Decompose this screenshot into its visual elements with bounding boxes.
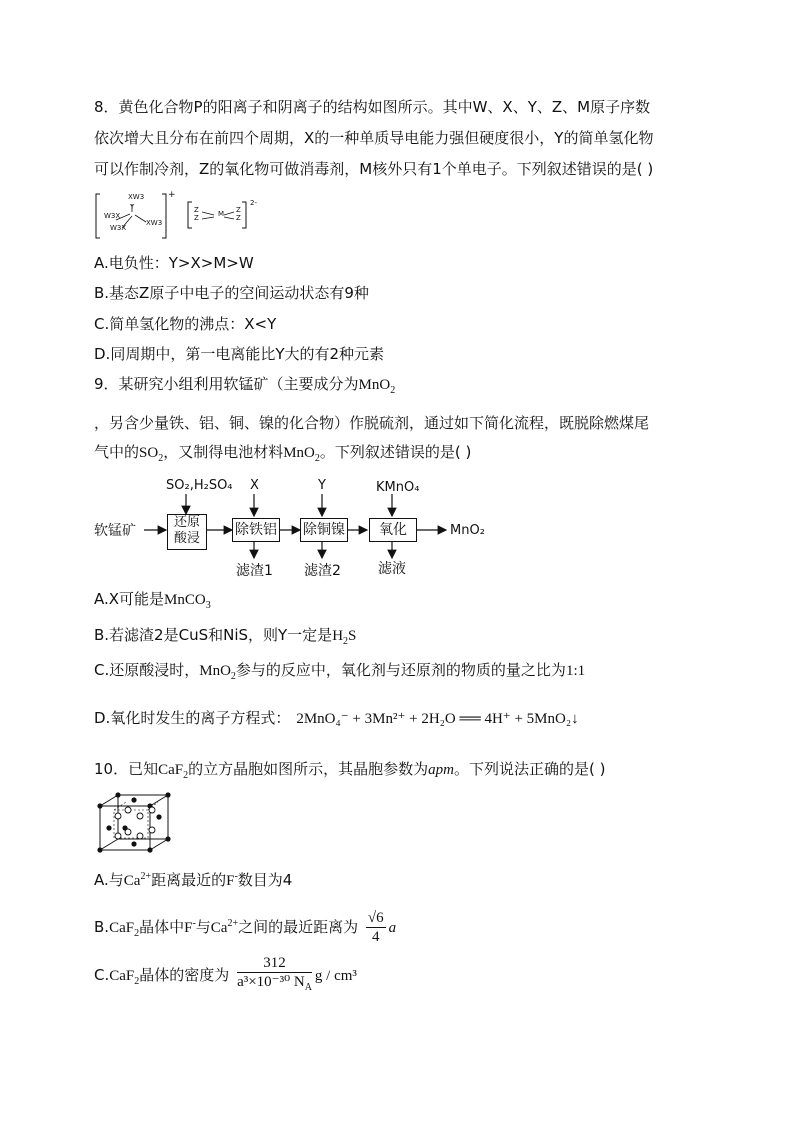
q10-option-a: A.与$Ca^{2+}$距离最近的F-数目为4 — [94, 871, 293, 889]
flow-end: MnO₂ — [450, 523, 485, 538]
q9-option-b: B.若滤渣2是CuS和NiS，则Y一定是$H_2S$ — [94, 626, 357, 647]
flow-in2: X — [250, 478, 259, 493]
q9-option-d: D.氧化时发生的离子方程式： 2MnO₄⁻ + 3Mn²⁺ + 2H₂O ══ 4H⁺ + 5MnO₂↓ — [94, 709, 579, 727]
q10-option-c: C.CaF$_2$晶体的密度为 $\frac{312}{a^3\times 10^{-30} N_A}$ g / cm³ — [94, 954, 357, 1002]
q9-stem-line1 — [94, 373, 395, 402]
q8-stem-line2: 依次增大且分布在前四个周期，X的一种单质导电能力强但硬度很小，Y的简单氢化物 — [94, 129, 654, 147]
flow-box-remove-fe-al: 除铁铝 — [232, 518, 280, 542]
flow-box-oxidize: 氧化 — [369, 518, 417, 542]
q10-c-fraction: $\frac{312}{a^3\times 10^{-30} N_A}$ — [237, 955, 312, 993]
flow-in4: KMnO₄ — [376, 480, 420, 495]
cation-left2: W3X — [110, 224, 127, 232]
q8-option-d: D.同周期中，第一电离能比Y大的有2种元素 — [94, 345, 385, 363]
q9-mno2: MnO$_2$ — [358, 377, 396, 396]
anion-charge: 2- — [250, 199, 257, 207]
q10-option-b: B.CaF$_2$晶体中F-与$Ca^{2+}$之间的最近距离为 $\frac{√6}{4}$ a — [94, 910, 397, 945]
q8-option-b: B.基态Z原子中电子的空间运动状态有9种 — [94, 284, 369, 302]
q9-line1-text: 9．某研究小组利用软锰矿（主要成分为 — [94, 375, 359, 393]
cation-top: XW3 — [128, 193, 145, 201]
flow-start: 软锰矿 — [94, 523, 136, 539]
q9-stem-line2: ，另含少量铁、铝、铜、镍的化合物）作脱硫剂，通过如下简化流程，既脱除燃煤尾 — [94, 414, 650, 432]
q9-stem-line3: 气中的$SO_2$，又制得电池材料MnO$_2$。下列叙述错误的是( ) — [94, 443, 472, 464]
cation-right: XW3 — [146, 219, 163, 227]
q9-ionic-equation: 2MnO₄⁻ + 3Mn²⁺ + 2H₂O ══ 4H⁺ + 5MnO₂↓ — [296, 711, 579, 727]
q10-stem-line1: 10．已知CaF$_2$的立方晶胞如图所示，其晶胞参数为apm。下列说法正确的是( ) — [94, 760, 606, 781]
q8-option-a: A.电负性：Y>X>M>W — [94, 254, 254, 272]
anion-z1: Z — [194, 206, 199, 214]
flow-box-remove-cu-ni: 除铜镍 — [300, 518, 348, 542]
cation-charge: + — [168, 190, 176, 200]
flow-out2: 滤渣1 — [236, 563, 273, 579]
flow-in1: SO₂,H₂SO₄ — [166, 478, 233, 493]
q9-mno2-b: MnO$_2$ — [283, 445, 320, 464]
flow-in3: Y — [318, 478, 326, 493]
cation-center: Y — [130, 203, 135, 211]
q10-crystal-cell — [96, 792, 176, 854]
flow-out4: 滤液 — [378, 561, 406, 577]
q9-so2: $SO_2$ — [139, 445, 164, 464]
cation-left1: W3X — [104, 212, 121, 220]
q9-option-a: A.X可能是MnCO$_3$ — [94, 590, 211, 611]
flow-box-reduce-leach: 还原 酸浸 — [167, 514, 207, 550]
q8-stem-line1: 8．黄色化合物P的阳离子和阴离子的结构如图所示。其中W、X、Y、Z、M原子序数 — [94, 98, 651, 116]
flow-out3: 滤渣2 — [304, 563, 341, 579]
anion-m: M — [218, 210, 225, 218]
q8-stem-line3: 可以作制冷剂，Z的氧化物可做消毒剂，M核外只有1个单电子。下列叙述错误的是( ) — [94, 160, 654, 178]
anion-z3: Z — [236, 206, 241, 214]
q9-option-c: C.还原酸浸时，MnO$_2$参与的反应中，氧化剂与还原剂的物质的量之比为1:1 — [94, 661, 586, 682]
q9-flow-arrows — [94, 476, 494, 580]
q8-option-c: C.简单氢化物的沸点：X<Y — [94, 315, 277, 333]
q10-b-fraction: $\frac{√6}{4}$ — [367, 910, 384, 945]
anion-z4: Z — [236, 214, 241, 222]
anion-z2: Z — [194, 214, 199, 222]
